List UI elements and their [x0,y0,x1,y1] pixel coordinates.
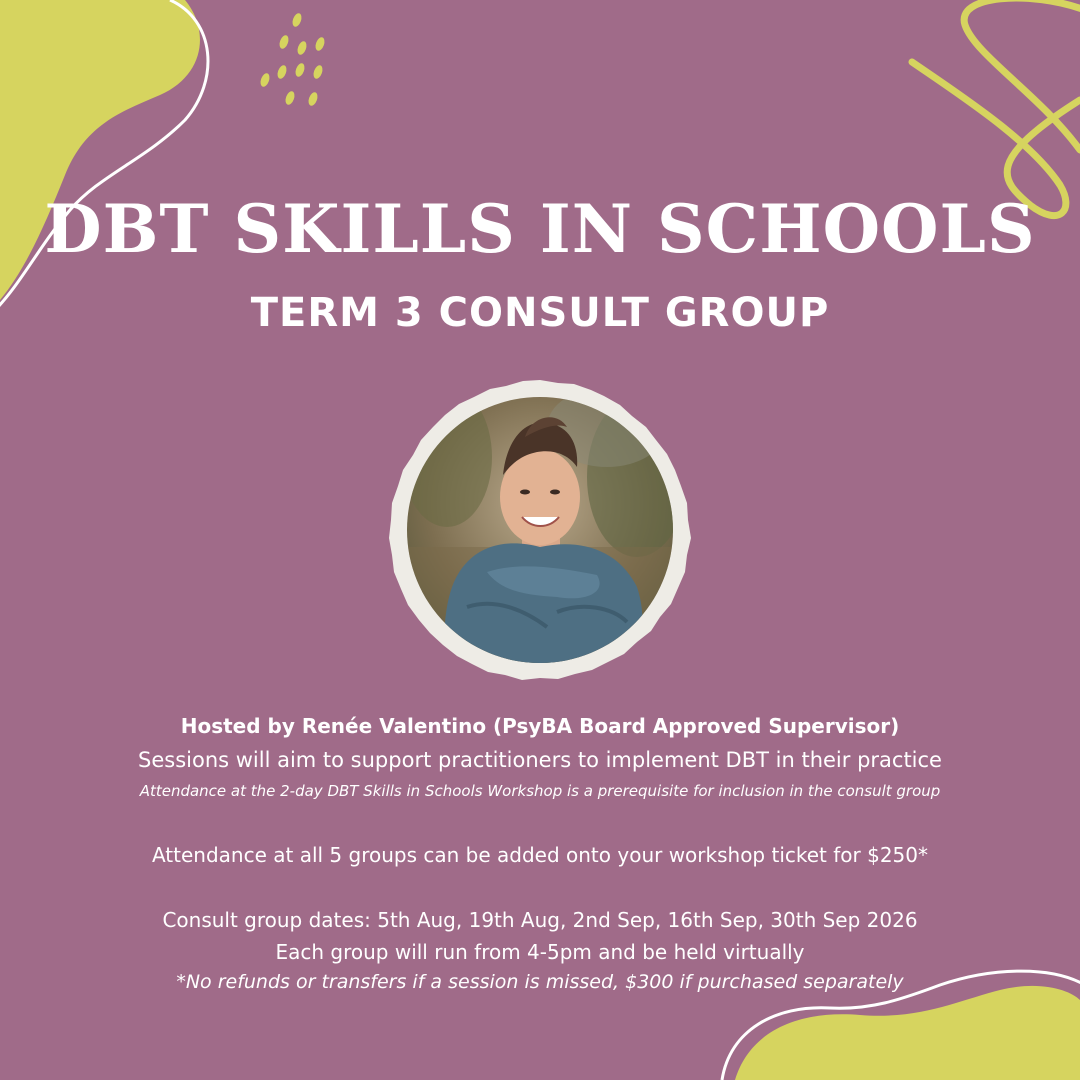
host-portrait [407,397,673,663]
aim-line: Sessions will aim to support practitioners to implement DBT in their practice [138,748,942,772]
top-right-loops [912,0,1080,216]
host-line: Hosted by Renée Valentino (PsyBA Board Approved Supervisor) [180,714,900,738]
prerequisite-line: Attendance at the 2-day DBT Skills in Schools Workshop is a prerequisite for inclusion in the consult group [139,782,941,800]
refund-policy-line: *No refunds or transfers if a session is missed, $300 if purchased separately [176,971,904,993]
addon-price-line: Attendance at all 5 groups can be added onto your workshop ticket for $250* [151,843,929,867]
session-format-line: Each group will run from 4-5pm and be held virtually [275,940,805,964]
bottom-right-blob [735,986,1080,1080]
dot-pattern [259,12,326,107]
event-title: DBT SKILLS IN SCHOOLS [44,190,1036,268]
consult-dates-line: Consult group dates: 5th Aug, 19th Aug, 2nd Sep, 16th Sep, 30th Sep 2026 [162,908,918,932]
event-subtitle: TERM 3 CONSULT GROUP [250,290,830,336]
